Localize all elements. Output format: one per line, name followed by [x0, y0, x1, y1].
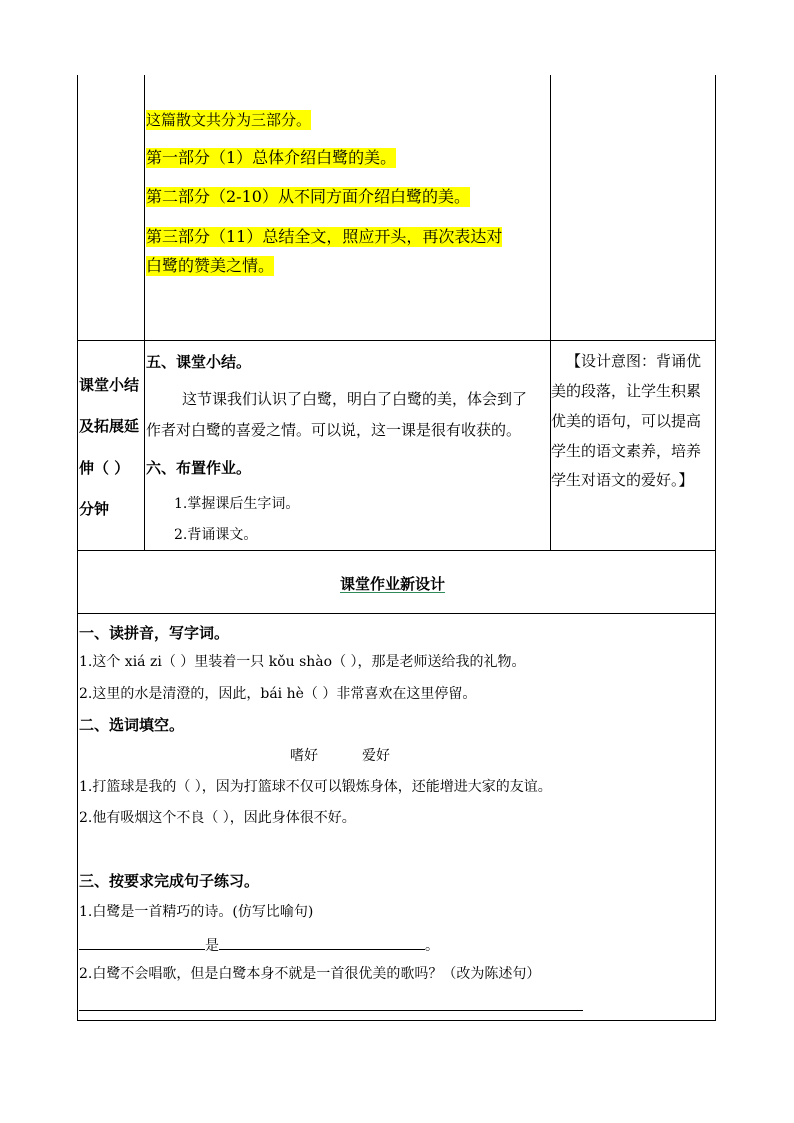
table-border-right: [715, 75, 716, 1021]
section2-question1: 1.打篮球是我的（ ），因为打篮球不仅可以锻炼身体，还能增进大家的友谊。: [79, 779, 552, 795]
homework-item-1: 1.掌握课后生字词。: [174, 496, 300, 512]
section1-question1: 1.这个 xiá zi（ ）里装着一只 kǒu shào（ ），那是老师送给我的礼物。: [79, 654, 526, 670]
design-intent-line5: 学生对语文的爱好。】: [551, 471, 694, 489]
answer-blank-1[interactable]: [79, 933, 205, 950]
homework-item-2: 2.背诵课文。: [174, 527, 258, 543]
word-choice-1: 嗜好: [290, 748, 318, 764]
row-label-line3: 伸（ ）: [79, 459, 130, 477]
table-border-left: [77, 75, 78, 1021]
row-label-line4: 分钟: [79, 500, 110, 518]
row-label-line1: 课堂小结: [79, 376, 140, 394]
structure-part1: 第一部分（1）总体介绍白鹭的美。: [146, 148, 397, 167]
answer-line-2[interactable]: [79, 1010, 583, 1011]
section1-heading: 一、读拼音，写字词。: [79, 624, 230, 642]
homework-heading: 六、布置作业。: [146, 459, 252, 477]
word-choice-2: 爱好: [362, 748, 390, 764]
homework-section-title: 课堂作业新设计: [340, 575, 446, 593]
section2-question2: 2.他有吸烟这个不良（ ），因此身体很不好。: [79, 810, 356, 826]
section3-question2: 2.白鹭不会唱歌，但是白鹭本身不就是一首很优美的歌吗？（改为陈述句）: [79, 966, 541, 982]
summary-paragraph-line2: 作者对白鹭的喜爱之情。可以说，这一课是很有收获的。: [146, 421, 522, 439]
structure-part3-line1: 第三部分（11）总结全文，照应开头，再次表达对: [146, 227, 503, 246]
row-divider-1: [77, 340, 716, 341]
structure-part2: 第二部分（2-10）从不同方面介绍白鹭的美。: [146, 187, 470, 206]
section2-heading: 二、选词填空。: [79, 716, 185, 734]
design-intent-line1: 【设计意图：背诵优: [566, 352, 702, 370]
answer-connector: 是: [205, 938, 219, 954]
table-border-bottom: [77, 1020, 716, 1021]
structure-intro: 这篇散文共分为三部分。: [146, 111, 312, 129]
section3-answer-line1: [79, 933, 439, 956]
answer-period: 。: [425, 938, 439, 954]
answer-blank-2[interactable]: [219, 933, 425, 950]
section3-heading: 三、按要求完成句子练习。: [79, 872, 260, 890]
design-intent-line3: 优美的语句，可以提高: [551, 412, 702, 430]
section1-question2: 2.这里的水是清澄的，因此，bái hè（ ）非常喜欢在这里停留。: [79, 686, 477, 702]
row-divider-2: [77, 550, 716, 551]
design-intent-line4: 学生的语文素养，培养: [551, 442, 702, 460]
design-intent-line2: 美的段落，让学生积累: [551, 382, 702, 400]
structure-part3-line2: 白鹭的赞美之情。: [146, 256, 275, 275]
summary-paragraph-line1: 这节课我们认识了白鹭，明白了白鹭的美，体会到了: [182, 390, 528, 408]
summary-heading: 五、课堂小结。: [146, 353, 252, 371]
row-divider-3: [77, 613, 716, 614]
column-divider-1: [144, 75, 145, 550]
row-label-line2: 及拓展延: [79, 417, 140, 435]
section3-question1: 1.白鹭是一首精巧的诗。(仿写比喻句): [79, 904, 314, 920]
